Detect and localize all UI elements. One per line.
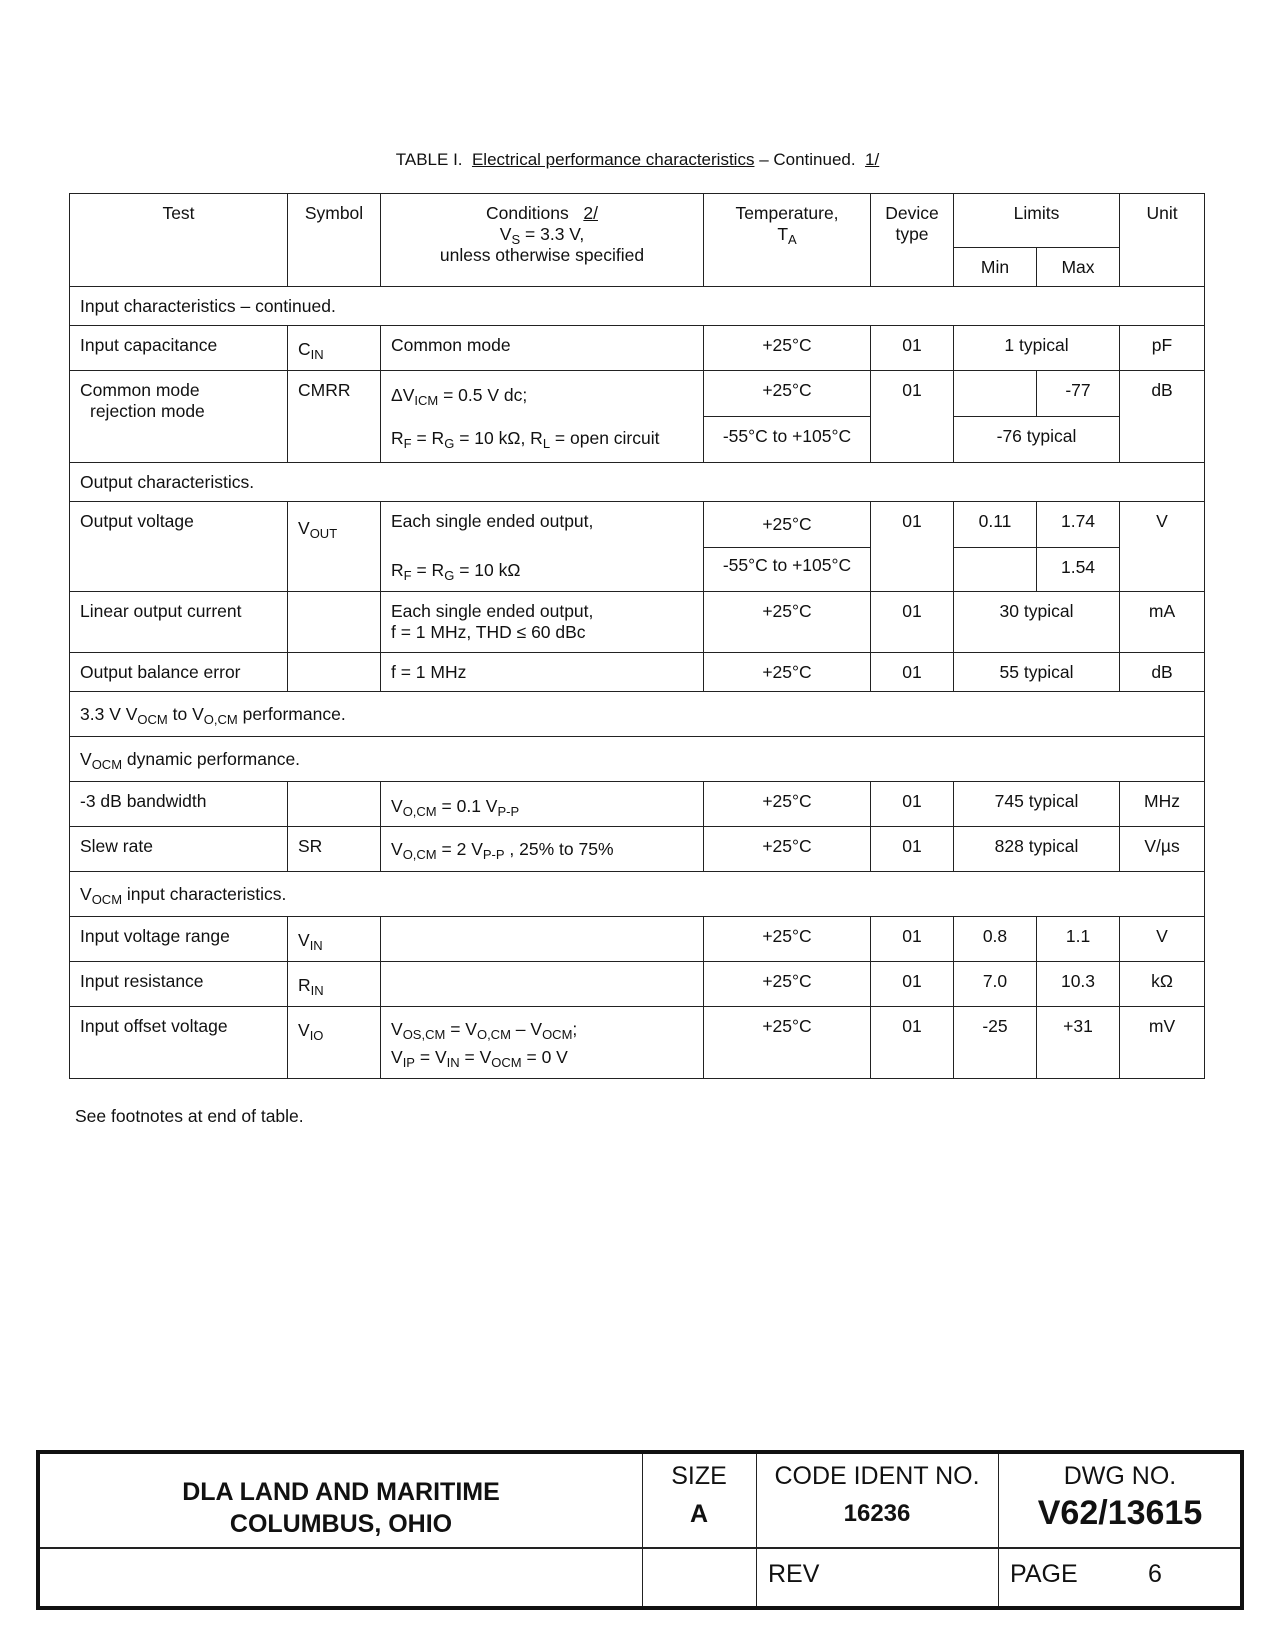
conditions xyxy=(381,1007,704,1079)
table-row xyxy=(70,592,1205,653)
size-label: SIZE xyxy=(671,1462,727,1490)
conditions xyxy=(381,371,704,463)
symbol-sub: OUT xyxy=(309,526,338,541)
header-conditions xyxy=(381,194,704,287)
header-test: Test xyxy=(70,194,288,287)
symbol xyxy=(288,502,381,592)
header-max: Max xyxy=(1037,248,1120,287)
cond-part: = 0.1 V xyxy=(441,796,498,816)
device-type: 01 xyxy=(871,962,954,1007)
device-type: 01 xyxy=(871,653,954,692)
symbol: CMRR xyxy=(288,371,381,463)
limit-max: -77 xyxy=(1037,371,1120,417)
test-name: Input voltage range xyxy=(70,917,288,962)
temperature: -55°C to +105°C xyxy=(704,548,871,592)
symbol xyxy=(288,782,381,827)
symbol-sub: IO xyxy=(309,1028,324,1043)
cond-line: f = 1 MHz, THD ≤ 60 dBc xyxy=(391,622,586,642)
limit-typical: -76 typical xyxy=(954,417,1120,463)
organization-name xyxy=(40,1476,642,1540)
section-input-continued: Input characteristics – continued. xyxy=(70,287,1205,326)
conditions: Common mode xyxy=(381,326,704,371)
device-type-line1: Device xyxy=(885,203,939,223)
cond-line: Each single ended output, xyxy=(391,601,594,621)
cond-sub: O,CM xyxy=(402,804,437,819)
device-type: 01 xyxy=(871,371,954,463)
temperature: +25°C xyxy=(704,917,871,962)
test-name: Input resistance xyxy=(70,962,288,1007)
limit-typical: 1 typical xyxy=(954,326,1120,371)
conditions xyxy=(381,962,704,1007)
limit-typical: 745 typical xyxy=(954,782,1120,827)
unit: V xyxy=(1120,917,1205,962)
cond-part: V xyxy=(391,1019,403,1039)
cond-vs-value: = 3.3 V, xyxy=(525,224,585,244)
unit: V/µs xyxy=(1120,827,1205,872)
symbol: SR xyxy=(288,827,381,872)
symbol-main: C xyxy=(298,339,311,359)
limit-max: 10.3 xyxy=(1037,962,1120,1007)
section-part: input characteristics. xyxy=(126,884,287,904)
cond-part: ; xyxy=(572,1019,578,1039)
unit: dB xyxy=(1120,653,1205,692)
temp-sub: A xyxy=(788,232,797,247)
cond-part: = V xyxy=(464,1047,492,1067)
test-name: Input offset voltage xyxy=(70,1007,288,1079)
cond-line3: unless otherwise specified xyxy=(439,245,645,265)
symbol-sub: IN xyxy=(309,938,323,953)
limit-typical: 55 typical xyxy=(954,653,1120,692)
cond-part: = V xyxy=(450,1019,477,1039)
table-row xyxy=(70,371,1205,417)
cond-part: = 0 V xyxy=(526,1047,568,1067)
symbol xyxy=(288,653,381,692)
conditions xyxy=(381,592,704,653)
device-type: 01 xyxy=(871,592,954,653)
section-row xyxy=(70,463,1205,502)
temperature: +25°C xyxy=(704,962,871,1007)
cond-vs: V xyxy=(499,224,512,244)
test-name: Input capacitance xyxy=(70,326,288,371)
table-row xyxy=(70,502,1205,548)
temperature: -55°C to +105°C xyxy=(704,417,871,463)
header-row xyxy=(70,194,1205,248)
divider xyxy=(40,1547,1240,1549)
test-name-line1: Common mode xyxy=(80,380,200,400)
device-type: 01 xyxy=(871,827,954,872)
unit: mA xyxy=(1120,592,1205,653)
limit-typical: 828 typical xyxy=(954,827,1120,872)
cond-part: = 2 V xyxy=(441,839,483,859)
section-row xyxy=(70,692,1205,737)
cond-part: R xyxy=(391,560,404,580)
table-row xyxy=(70,1007,1205,1079)
section-output: Output characteristics. xyxy=(70,463,1205,502)
unit: V xyxy=(1120,502,1205,592)
cond-sub: O,CM xyxy=(402,847,437,862)
limit-min: 7.0 xyxy=(954,962,1037,1007)
cond-sub: IP xyxy=(402,1055,415,1070)
cond-sub: OS,CM xyxy=(402,1027,446,1042)
device-type: 01 xyxy=(871,1007,954,1079)
limit-min xyxy=(954,371,1037,417)
cond-sub: OCM xyxy=(542,1027,573,1042)
dwg-no-value: V62/13615 xyxy=(1037,1494,1203,1532)
org-line2: COLUMBUS, OHIO xyxy=(229,1510,453,1538)
symbol-main: R xyxy=(298,975,311,995)
section-part: 3.3 V V xyxy=(80,704,138,724)
cond-sub: P-P xyxy=(482,847,505,862)
header-min: Min xyxy=(954,248,1037,287)
limit-max: 1.74 xyxy=(1037,502,1120,548)
device-type: 01 xyxy=(871,917,954,962)
code-ident-value: 16236 xyxy=(843,1500,911,1527)
test-name-line2: rejection mode xyxy=(90,401,205,421)
cond-sub: F xyxy=(403,436,412,451)
rev-label: REV xyxy=(768,1560,820,1588)
conditions-label: Conditions xyxy=(486,203,569,223)
limit-min: 0.11 xyxy=(954,502,1037,548)
symbol xyxy=(288,917,381,962)
title-block xyxy=(36,1450,1244,1610)
unit: dB xyxy=(1120,371,1205,463)
cond-vs-sub: S xyxy=(511,232,521,247)
table-row xyxy=(70,827,1205,872)
limit-typical: 30 typical xyxy=(954,592,1120,653)
device-type: 01 xyxy=(871,502,954,592)
temperature: +25°C xyxy=(704,782,871,827)
cond-part: V xyxy=(391,796,403,816)
cond-part: = R xyxy=(416,428,445,448)
footnote-reference: See footnotes at end of table. xyxy=(75,1106,304,1126)
limit-max: 1.54 xyxy=(1037,548,1120,592)
test-name: Output voltage xyxy=(70,502,288,592)
caption-note-ref: 1/ xyxy=(865,150,880,169)
cond-part: , 25% to 75% xyxy=(509,839,614,859)
section-vocm-dynamic xyxy=(70,737,1205,782)
temp-t: T xyxy=(777,224,789,244)
org-line1: DLA LAND AND MARITIME xyxy=(182,1478,500,1506)
conditions: f = 1 MHz xyxy=(381,653,704,692)
caption-title: Electrical performance characteristics xyxy=(471,150,755,169)
cond-part: = 10 kΩ, R xyxy=(459,428,543,448)
limit-min: -25 xyxy=(954,1007,1037,1079)
conditions xyxy=(381,917,704,962)
symbol xyxy=(288,592,381,653)
symbol-main: V xyxy=(298,930,310,950)
temperature: +25°C xyxy=(704,827,871,872)
header-temperature xyxy=(704,194,871,287)
section-vocm-performance xyxy=(70,692,1205,737)
header-limits: Limits xyxy=(954,194,1120,248)
limit-min xyxy=(954,548,1037,592)
cond-part: ΔV xyxy=(391,385,415,405)
cond-part: = V xyxy=(419,1047,447,1067)
test-name xyxy=(70,371,288,463)
unit: MHz xyxy=(1120,782,1205,827)
section-part: dynamic performance. xyxy=(126,749,301,769)
temperature: +25°C xyxy=(704,326,871,371)
device-type: 01 xyxy=(871,782,954,827)
test-name: Slew rate xyxy=(70,827,288,872)
temperature: +25°C xyxy=(704,653,871,692)
cond-part: R xyxy=(391,428,404,448)
table-row xyxy=(70,653,1205,692)
section-part: performance. xyxy=(242,704,346,724)
page-number: 6 xyxy=(1148,1560,1162,1588)
table-caption xyxy=(0,150,1275,170)
cond-part: = R xyxy=(416,560,445,580)
temperature-label: Temperature, xyxy=(735,203,839,223)
conditions xyxy=(381,502,704,592)
temperature: +25°C xyxy=(704,1007,871,1079)
symbol xyxy=(288,326,381,371)
temperature: +25°C xyxy=(704,502,871,548)
table-row xyxy=(70,917,1205,962)
cond-sub: G xyxy=(444,436,455,451)
symbol xyxy=(288,1007,381,1079)
test-name: Linear output current xyxy=(70,592,288,653)
symbol-sub: IN xyxy=(310,347,324,362)
section-vocm-input xyxy=(70,872,1205,917)
section-sub: OCM xyxy=(91,892,123,907)
cond-sub: F xyxy=(403,568,412,583)
section-sub: O,CM xyxy=(203,712,238,727)
cond-part: – V xyxy=(515,1019,543,1039)
test-name: Output balance error xyxy=(70,653,288,692)
header-device-type xyxy=(871,194,954,287)
cond-part: = 0.5 V dc; xyxy=(443,385,528,405)
header-unit: Unit xyxy=(1120,194,1205,287)
symbol-sub: IN xyxy=(310,983,324,998)
cond-sub: ICM xyxy=(414,393,439,408)
code-ident-label: CODE IDENT NO. xyxy=(774,1462,980,1490)
limit-max: 1.1 xyxy=(1037,917,1120,962)
symbol xyxy=(288,962,381,1007)
caption-prefix: TABLE I. xyxy=(395,150,463,169)
cond-sub: G xyxy=(444,568,455,583)
device-type: 01 xyxy=(871,326,954,371)
cond-part: = 10 kΩ xyxy=(459,560,521,580)
table-row xyxy=(70,782,1205,827)
table-row xyxy=(70,962,1205,1007)
section-part: V xyxy=(80,749,92,769)
section-sub: OCM xyxy=(91,757,123,772)
unit: pF xyxy=(1120,326,1205,371)
dwg-no-label: DWG NO. xyxy=(1063,1462,1177,1490)
section-part: V xyxy=(80,884,92,904)
conditions xyxy=(381,782,704,827)
test-name: -3 dB bandwidth xyxy=(70,782,288,827)
unit: mV xyxy=(1120,1007,1205,1079)
limit-max: +31 xyxy=(1037,1007,1120,1079)
table-row xyxy=(70,326,1205,371)
unit: kΩ xyxy=(1120,962,1205,1007)
cond-part: V xyxy=(391,839,403,859)
temperature: +25°C xyxy=(704,592,871,653)
page-label: PAGE xyxy=(1010,1560,1078,1588)
caption-suffix: – Continued. xyxy=(759,150,856,169)
electrical-characteristics-table xyxy=(69,193,1205,1079)
cond-sub: P-P xyxy=(497,804,520,819)
temperature: +25°C xyxy=(704,371,871,417)
section-row xyxy=(70,287,1205,326)
device-type-line2: type xyxy=(895,224,929,244)
cond-part: = open circuit xyxy=(554,428,660,448)
section-part: to V xyxy=(172,704,204,724)
cond-part: V xyxy=(391,1047,403,1067)
cond-sub: IN xyxy=(446,1055,460,1070)
section-sub: OCM xyxy=(137,712,168,727)
size-value: A xyxy=(689,1500,709,1528)
cond-line: Each single ended output, xyxy=(391,511,594,531)
section-row xyxy=(70,737,1205,782)
section-row xyxy=(70,872,1205,917)
cond-sub: OCM xyxy=(491,1055,522,1070)
header-symbol: Symbol xyxy=(288,194,381,287)
conditions xyxy=(381,827,704,872)
conditions-note-ref: 2/ xyxy=(583,203,598,223)
symbol-main: V xyxy=(298,1020,310,1040)
limit-min: 0.8 xyxy=(954,917,1037,962)
cond-sub: O,CM xyxy=(476,1027,511,1042)
symbol-main: V xyxy=(298,518,310,538)
cond-sub: L xyxy=(542,436,551,451)
